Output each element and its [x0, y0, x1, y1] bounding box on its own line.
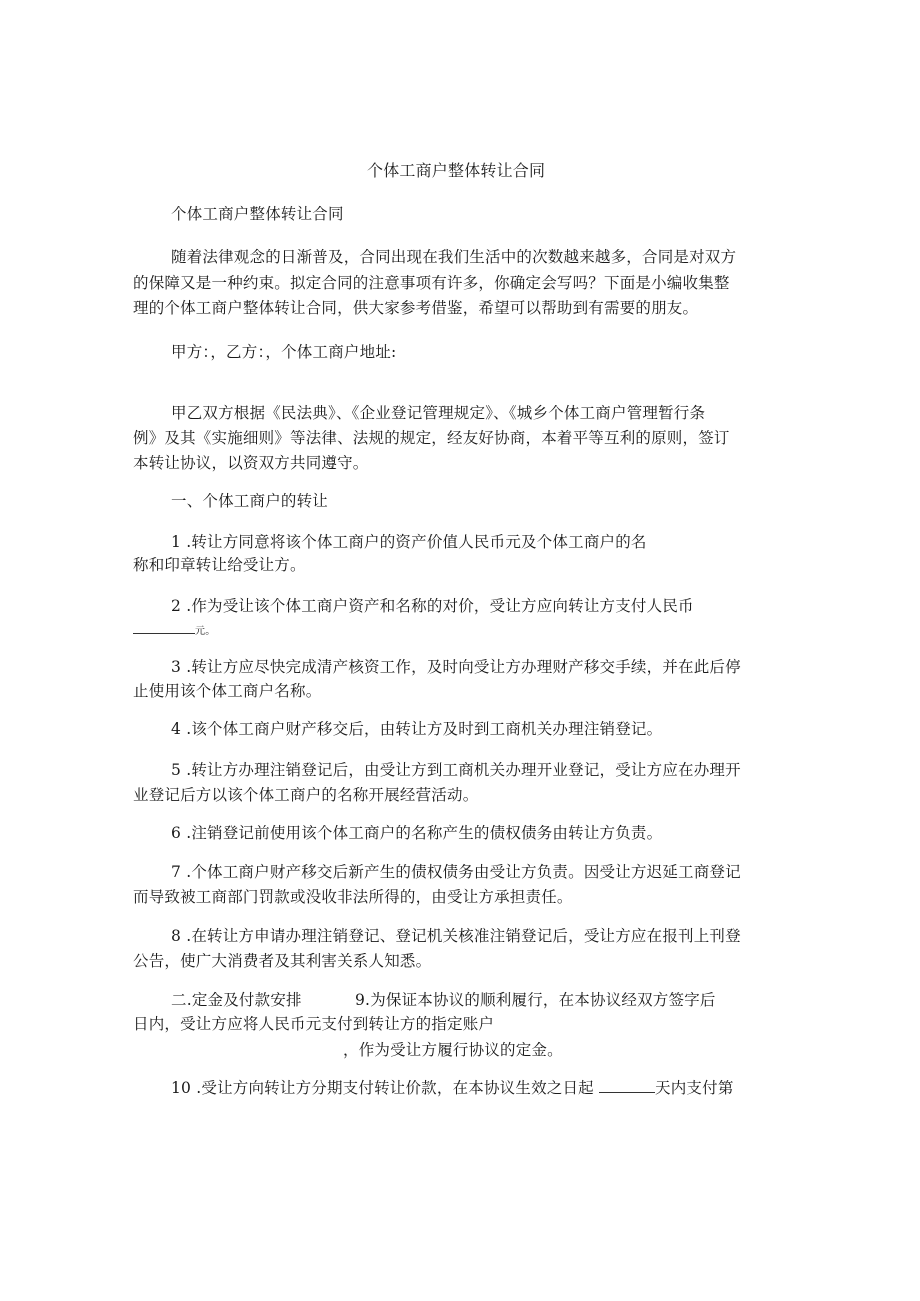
clause-9-line-3: ，作为受让方履行协议的定金。 — [343, 1041, 563, 1059]
clause-10-part-2: 天内支付第 — [655, 1079, 734, 1097]
clause-1-line-2: 称和印章转让给受让方。 — [133, 556, 306, 574]
clause-10-line-1 — [171, 1077, 734, 1099]
clause-5-line-2: 业登记后方以该个体工商户的名称开展经营活动。 — [133, 786, 479, 804]
clause-5-line-1: 5 .转让方办理注销登记后，由受让方到工商机关办理开业登记，受让方应在办理开 — [171, 761, 741, 779]
clause-2-line-1: 2 .作为受让该个体工商户资产和名称的对价，受让方应向转让方支付人民币 — [171, 597, 694, 615]
clause-2-tail: 元。 — [195, 626, 216, 637]
clause-10-part-1: 10 .受让方向转让方分期支付转让价款，在本协议生效之日起 — [171, 1079, 594, 1097]
clause-8-line-1: 8 .在转让方申请办理注销登记、登记机关核准注销登记后，受让方应在报刊上刊登 — [171, 927, 741, 945]
intro-line-1: 随着法律观念的日渐普及，合同出现在我们生活中的次数越来越多，合同是对双方 — [171, 248, 737, 266]
clause-7-line-2: 而导致被工商部门罚款或没收非法所得的，由受让方承担责任。 — [133, 888, 573, 906]
clause-9-line-2: 日内，受让方应将人民币元支付到转让方的指定账户 — [133, 1015, 495, 1033]
intro-line-2: 的保障又是一种约束。拟定合同的注意事项有许多，你确定会写吗？下面是小编收集整 — [133, 274, 730, 292]
clause-7-line-1: 7 .个体工商户财产移交后新产生的债权债务由受让方负责。因受让方迟延工商登记 — [171, 863, 741, 881]
section-2-heading: 二.定金及付款安排 — [171, 991, 302, 1009]
basis-line-3: 本转让协议，以资双方共同遵守。 — [133, 454, 369, 472]
parties-line: 甲方：，乙方：，个体工商户地址: — [171, 343, 397, 361]
section-1-heading: 一、个体工商户的转让 — [171, 492, 329, 510]
document-title: 个体工商户整体转让合同 — [367, 161, 546, 180]
basis-line-2: 例》及其《实施细则》等法律、法规的规定，经友好协商，本着平等互利的原则，签订 — [133, 429, 730, 447]
intro-line-3: 理的个体工商户整体转让合同，供大家参考借鉴，希望可以帮助到有需要的朋友。 — [133, 299, 699, 317]
amount-blank — [133, 619, 195, 634]
document-subtitle: 个体工商户整体转让合同 — [171, 205, 344, 223]
clause-3-line-1: 3 .转让方应尽快完成清产核资工作，及时向受让方办理财产移交手续，并在此后停 — [171, 658, 741, 676]
clause-1-line-1: 1 .转让方同意将该个体工商户的资产价值人民币元及个体工商户的名 — [171, 533, 647, 551]
basis-line-1: 甲乙双方根据《民法典》、《企业登记管理规定》、《城乡个体工商户管理暂行条 — [171, 404, 706, 422]
clause-2-line-2 — [133, 618, 215, 643]
clause-8-line-2: 公告，使广大消费者及其利害关系人知悉。 — [133, 952, 432, 970]
clause-9-line-1: 9.为保证本协议的顺利履行，在本协议经双方签字后 — [355, 991, 716, 1009]
clause-3-line-2: 止使用该个体工商户名称。 — [133, 682, 322, 700]
clause-6-line-1: 6 .注销登记前使用该个体工商户的名称产生的债权债务由转让方负责。 — [171, 824, 663, 842]
clause-4-line-1: 4 .该个体工商户财产移交后，由转让方及时到工商机关办理注销登记。 — [171, 720, 663, 738]
days-blank — [599, 1078, 655, 1093]
